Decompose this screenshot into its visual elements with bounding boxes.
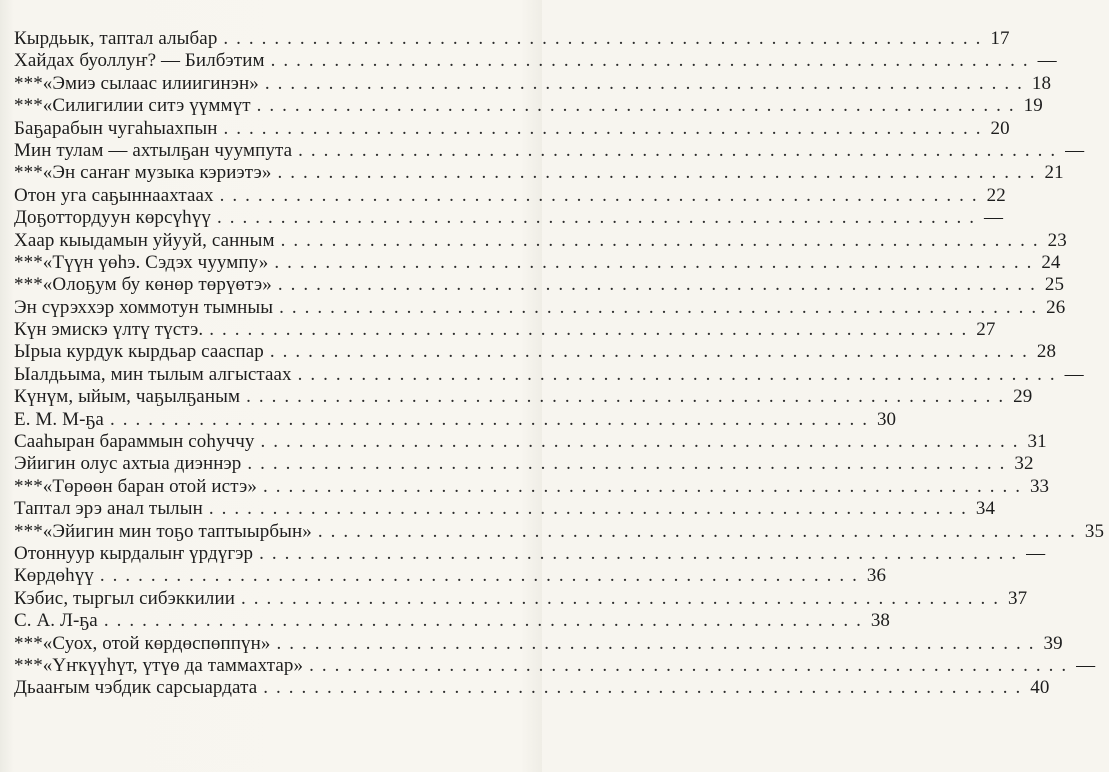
toc-leader-dots: ............................................................ [103, 610, 869, 632]
toc-entry-title: Күн эмискэ үлтү түстэ. [14, 319, 204, 341]
toc-entry-page-number: 38 [870, 610, 891, 632]
toc-leader-dots: ............................................................ [277, 274, 1043, 296]
toc-entry-page-number: 27 [976, 319, 996, 341]
toc-entry-page-number: 40 [1030, 677, 1050, 699]
toc-entry [14, 117, 1010, 140]
toc-entry-title: С. А. Л-ҕа [14, 610, 98, 632]
toc-entry-title: ***«Эмиэ сылаас илиигинэн» [14, 72, 259, 94]
toc-entry-title: Кэбис, тыргыл сибэккилии [14, 587, 235, 609]
toc-leader-dots: ............................................................ [256, 95, 1022, 117]
toc-entry-page-number: 19 [1023, 95, 1043, 117]
toc-leader-dots: ............................................................ [317, 520, 1083, 542]
toc-entry [14, 453, 1034, 475]
toc-entry-page-number: 39 [1043, 632, 1063, 654]
toc-leader-dots: ............................................................ [274, 251, 1040, 273]
toc-entry-title: Е. М. М-ҕа [14, 408, 104, 430]
toc-entry-page-number: 17 [990, 28, 1010, 49]
toc-entry-title: ***«Олоҕум бу көнөр төрүөтэ» [14, 274, 272, 296]
toc-entry-title: Ыалдьыма, мин тылым алгыстаах [14, 363, 292, 385]
toc-entry-title: Дьааҥым чэбдик сарсыардата [14, 677, 258, 699]
toc-entry-page-number: 21 [1044, 162, 1064, 184]
toc-entry-title: ***«Суох, отой көрдөспөппүн» [14, 632, 271, 654]
toc-entry [14, 296, 1066, 319]
toc-entry [14, 654, 1096, 677]
toc-entry-page-number: 37 [1007, 587, 1028, 609]
toc-entry-page-number: — [983, 207, 1004, 229]
toc-entry [14, 565, 887, 587]
toc-entry-page-number: 34 [975, 498, 996, 520]
toc-entry [14, 251, 1061, 274]
toc-entry [14, 632, 1063, 655]
toc-entry [14, 72, 1052, 95]
toc-entry-title: Доҕоттордуун көрсүһүү [14, 207, 211, 229]
toc-leader-dots: ............................................................ [259, 542, 1025, 564]
toc-entry-title: Отоннуур кырдалыҥ үрдүгэр [14, 542, 254, 564]
toc-leader-dots: ............................................................ [262, 475, 1028, 497]
toc-entry-page-number: 31 [1027, 431, 1047, 453]
toc-leader-dots: ............................................................ [246, 386, 1012, 408]
toc-leader-dots: ............................................................ [223, 28, 989, 49]
toc-entry-title: ***«Түүн үөһэ. Сэдэх чуумпу» [14, 251, 269, 273]
toc-entry-page-number: 33 [1029, 475, 1050, 497]
toc-entry-title: Баҕарабын чугаһыахпын [14, 117, 218, 139]
toc-entry [14, 50, 1057, 72]
toc-entry [14, 610, 891, 632]
toc-entry-page-number: — [1037, 50, 1057, 72]
toc-leader-dots: ............................................................ [99, 565, 865, 587]
toc-entry [14, 28, 1010, 50]
toc-entry [14, 207, 1004, 229]
toc-entry [14, 95, 1043, 117]
toc-leader-dots: ............................................................ [297, 363, 1063, 385]
toc-leader-dots: ............................................................ [109, 408, 875, 430]
toc-entry [14, 184, 1006, 207]
toc-entry [14, 319, 996, 341]
toc-entry-title: Хайдах буоллуҥ? — Билбэтим [14, 50, 265, 72]
toc-leader-dots: ............................................................ [209, 319, 975, 341]
toc-entry [14, 520, 1105, 543]
toc-leader-dots: ............................................................ [279, 296, 1045, 318]
toc-entry-page-number: 28 [1036, 341, 1057, 363]
toc-leader-dots: ............................................................ [247, 453, 1013, 475]
toc-entry [14, 408, 897, 431]
toc-entry-page-number: 18 [1031, 72, 1052, 94]
toc-entry-page-number: — [1076, 654, 1096, 676]
toc-entry-title: Сааһыран бараммын соһуччу [14, 431, 255, 453]
toc-entry-title: ***«Төрөөн баран отой истэ» [14, 475, 257, 497]
toc-entry [14, 229, 1067, 252]
toc-entry-title: Таптал эрэ анал тылын [14, 498, 203, 520]
toc-entry [14, 498, 996, 520]
toc-entry-page-number: — [1026, 542, 1046, 564]
toc-entry-title: ***«Эн саҥаҥ музыка кэриэтэ» [14, 162, 272, 184]
toc-leader-dots: ............................................................ [269, 341, 1035, 363]
toc-entry-page-number: 22 [986, 184, 1006, 206]
table-of-contents [14, 28, 1105, 700]
toc-entry-title: Эн сүрэххэр хоммотун тымныы [14, 296, 274, 318]
toc-entry-page-number: — [1065, 139, 1085, 161]
toc-entry-page-number: 35 [1084, 520, 1105, 542]
toc-entry-page-number: 26 [1046, 296, 1066, 318]
toc-leader-dots: ............................................................ [276, 632, 1042, 654]
toc-entry [14, 386, 1033, 408]
toc-entry [14, 431, 1047, 453]
toc-leader-dots: ............................................................ [263, 677, 1029, 699]
toc-entry [14, 363, 1084, 386]
toc-entry [14, 139, 1085, 162]
toc-leader-dots: ............................................................ [208, 498, 974, 520]
toc-leader-dots: ............................................................ [309, 654, 1075, 676]
toc-entry [14, 677, 1050, 699]
toc-entry [14, 475, 1050, 498]
toc-leader-dots: ............................................................ [216, 207, 982, 229]
toc-entry-page-number: 32 [1014, 453, 1034, 475]
toc-entry-title: Мин тулам — ахтылҕан чуумпута [14, 139, 293, 161]
toc-leader-dots: ............................................................ [270, 50, 1036, 72]
toc-leader-dots: ............................................................ [219, 184, 985, 206]
toc-entry-page-number: 25 [1044, 274, 1065, 296]
toc-entry-page-number: 24 [1041, 251, 1061, 273]
toc-entry [14, 542, 1046, 565]
toc-entry-title: Көрдөһүү [14, 565, 94, 587]
toc-leader-dots: ............................................................ [277, 162, 1043, 184]
toc-entry [14, 274, 1065, 296]
toc-leader-dots: ............................................................ [223, 117, 989, 139]
toc-leader-dots: ............................................................ [264, 72, 1030, 94]
toc-entry-page-number: 20 [990, 117, 1010, 139]
toc-leader-dots: ............................................................ [260, 431, 1026, 453]
toc-entry-title: Хаар кыыдамын уйууй, санным [14, 229, 275, 251]
toc-entry [14, 341, 1057, 363]
toc-entry-title: ***«Эйигин мин тоҕо таптыырбын» [14, 520, 312, 542]
toc-leader-dots: ............................................................ [280, 229, 1046, 251]
toc-leader-dots: ............................................................ [298, 139, 1064, 161]
toc-entry-title: Күнүм, ыйым, чаҕылҕаным [14, 386, 241, 408]
toc-entry-page-number: 36 [866, 565, 887, 587]
toc-leader-dots: ............................................................ [240, 587, 1006, 609]
toc-entry-page-number: — [1064, 363, 1084, 385]
toc-entry [14, 587, 1028, 610]
toc-entry-title: ***«Силигилии ситэ үүммүт [14, 95, 251, 117]
toc-entry-page-number: 23 [1047, 229, 1067, 251]
toc-entry-title: Кырдьык, таптал алыбар [14, 28, 218, 49]
toc-entry-page-number: 29 [1013, 386, 1033, 408]
toc-entry-title: Ырыа курдук кырдьар сааспар [14, 341, 264, 363]
toc-entry-page-number: 30 [876, 408, 897, 430]
toc-entry-title: Отон уга саҕыннаахтаах [14, 184, 214, 206]
toc-entry [14, 162, 1064, 184]
toc-entry-title: Эйигин олус ахтыа диэннэр [14, 453, 242, 475]
toc-entry-title: ***«Үҥкүүһүт, үтүө да таммахтар» [14, 654, 304, 676]
